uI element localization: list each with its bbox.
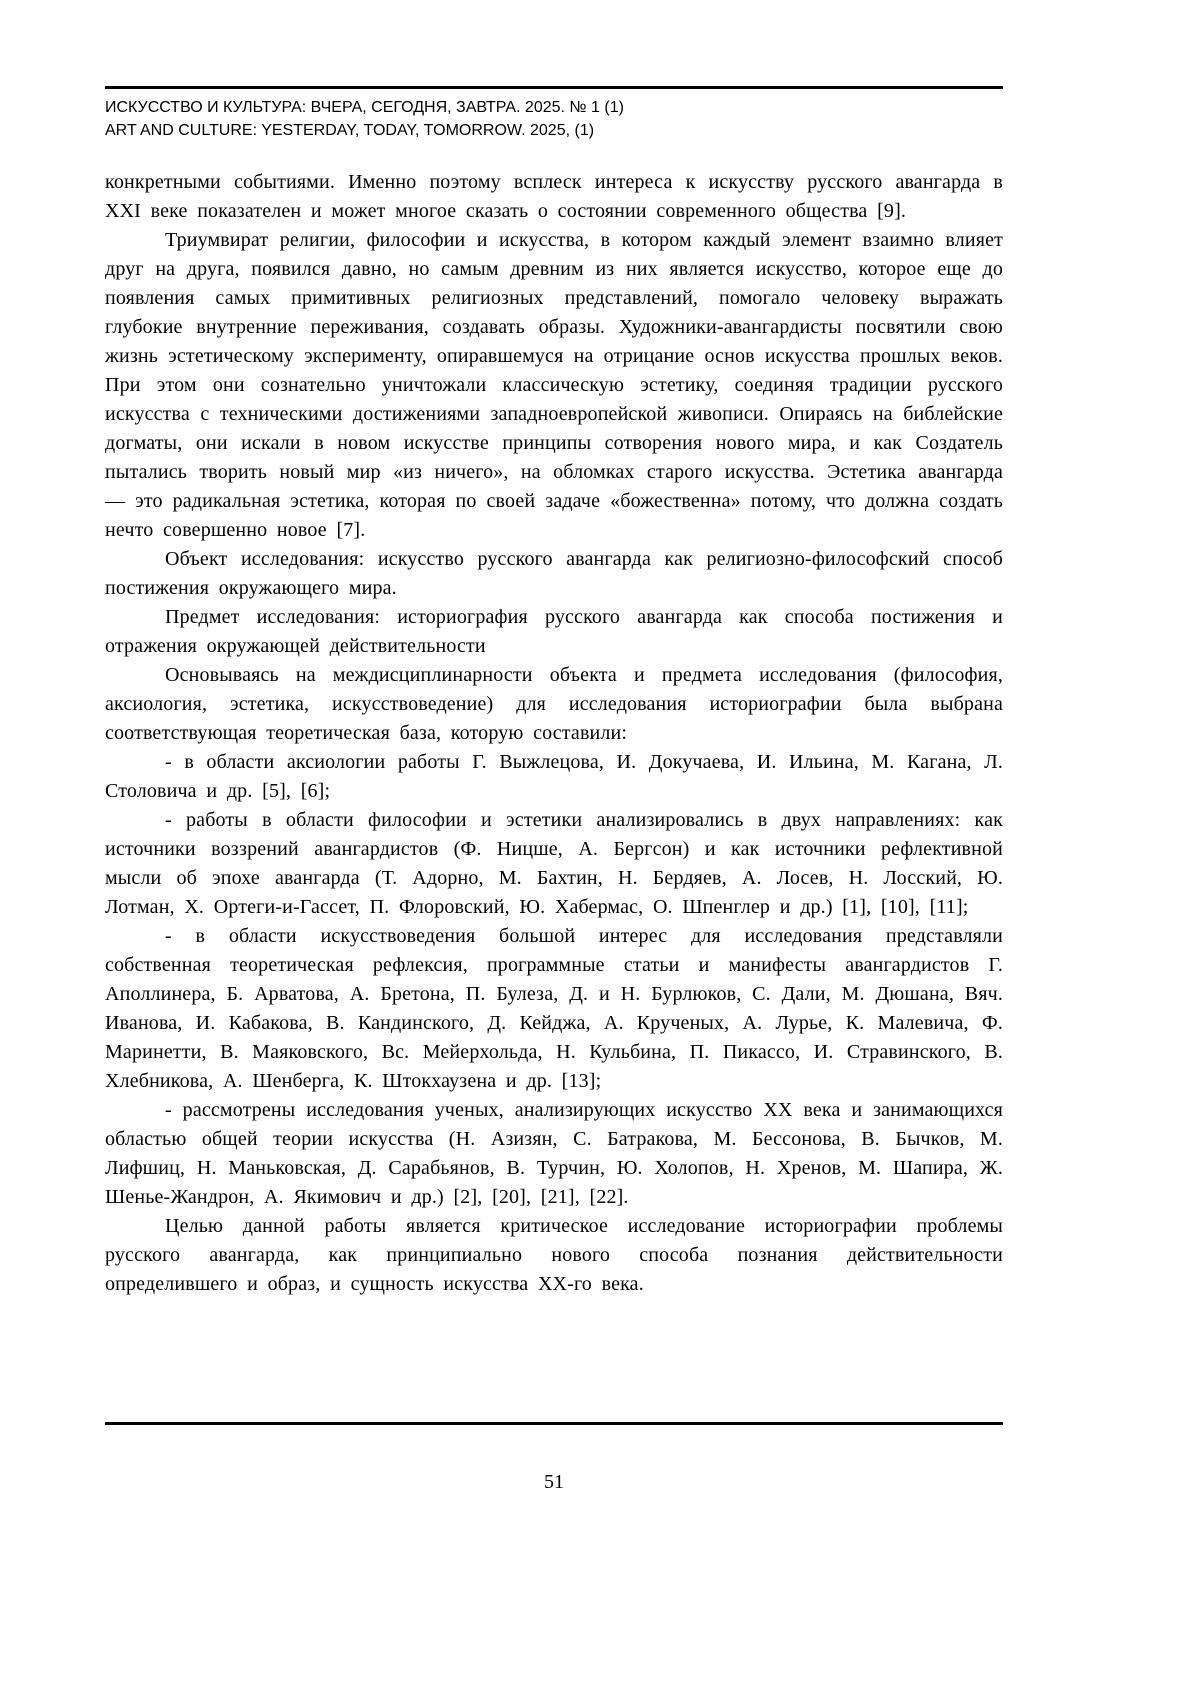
- journal-title-ru: ИСКУССТВО И КУЛЬТУРА: ВЧЕРА, СЕГОДНЯ, ЗАВТРА. 2025. № 1 (1): [105, 99, 624, 116]
- footer-rule: [105, 1422, 1003, 1425]
- running-header: [105, 86, 1003, 142]
- paragraph-goal: Целью данной работы является критическое исследование историографии проблемы русского авангарда, как принципиально нового способа познания действительности определившего и образ, и сущность искусства XX-го века.: [105, 1215, 1003, 1295]
- list-item-philosophy: - работы в области философии и эстетики анализировались в двух направлениях: как источники воззрений авангардистов (Ф. Ницше, А. Бергсон) и как источники рефлективной мысли об эпохе авангарда (Т. Адорно, М. Бахтин, Н. Бердяев, А. Лосев, Н. Лосский, Ю. Лотман, Х. Ортеги-и-Гассет, П. Флоровский, Ю. Хабермас, О. Шпенглер и др.) [1], [10], [11];: [105, 809, 1003, 918]
- list-item-axiology: - в области аксиологии работы Г. Выжлецова, И. Докучаева, И. Ильина, М. Кагана, Л. Столовича и др. [5], [6];: [105, 751, 1003, 802]
- article-body: [105, 168, 1003, 1299]
- journal-title-en: ART AND CULTURE: YESTERDAY, TODAY, TOMORROW. 2025, (1): [105, 122, 595, 139]
- page-footer: [105, 1422, 1003, 1494]
- page-number: 51: [544, 1471, 564, 1493]
- paragraph-subject: Предмет исследования: историография русского авангарда как способа постижения и отражения окружающей действительности: [105, 606, 1003, 657]
- list-item-researchers: - рассмотрены исследования ученых, анализирующих искусство XX века и занимающихся областью общей теории искусства (Н. Азизян, С. Батракова, М. Бессонова, В. Бычков, М. Лифшиц, Н. Маньковская, Д. Сарабьянов, В. Турчин, Ю. Холопов, Н. Хренов, М. Шапира, Ж. Шенье-Жандрон, А. Якимович и др.) [2], [20], [21], [22].: [105, 1099, 1003, 1208]
- paragraph: Основываясь на междисциплинарности объекта и предмета исследования (философия, аксиология, эстетика, искусствоведение) для исследования историографии была выбрана соответствующая теоретическая база, которую составили:: [105, 664, 1003, 744]
- paragraph-continuation: конкретными событиями. Именно поэтому всплеск интереса к искусству русского авангарда в XXI веке показателен и может многое сказать о состоянии современного общества [9].: [105, 171, 1003, 222]
- paragraph: Триумвират религии, философии и искусства, в котором каждый элемент взаимно влияет друг на друга, появился давно, но самым древним из них является искусство, которое еще до появления самых примитивных религиозных представлений, помогало человеку выражать глубокие внутренние переживания, создавать образы. Художники-авангардисты посвятили свою жизнь эстетическому эксперименту, опиравшемуся на отрицание основ искусства прошлых веков. При этом они сознательно уничтожали классическую эстетику, соединяя традиции русского искусства с техническими достижениями западноевропейской живописи. Опираясь на библейские догматы, они искали в новом искусстве принципы сотворения нового мира, и как Создатель пытались творить новый мир «из ничего», на обломках старого искусства. Эстетика авангарда — это радикальная эстетика, которая по своей задаче «божественна» потому, что должна создать нечто совершенно новое [7].: [105, 229, 1003, 541]
- header-rule: [105, 86, 1003, 89]
- list-item-art-history: - в области искусствоведения большой интерес для исследования представляли собственная теоретическая рефлексия, программные статьи и манифесты авангардистов Г. Аполлинера, Б. Арватова, А. Бретона, П. Булеза, Д. и Н. Бурлюков, С. Дали, М. Дюшана, Вяч. Иванова, И. Кабакова, В. Кандинского, Д. Кейджа, А. Крученых, А. Лурье, К. Малевича, Ф. Маринетти, В. Маяковского, Вс. Мейерхольда, Н. Кульбина, П. Пикассо, И. Стравинского, В. Хлебникова, А. Шенберга, К. Штокхаузена и др. [13];: [105, 925, 1003, 1092]
- paragraph-object: Объект исследования: искусство русского авангарда как религиозно-философский способ постижения окружающего мира.: [105, 548, 1003, 599]
